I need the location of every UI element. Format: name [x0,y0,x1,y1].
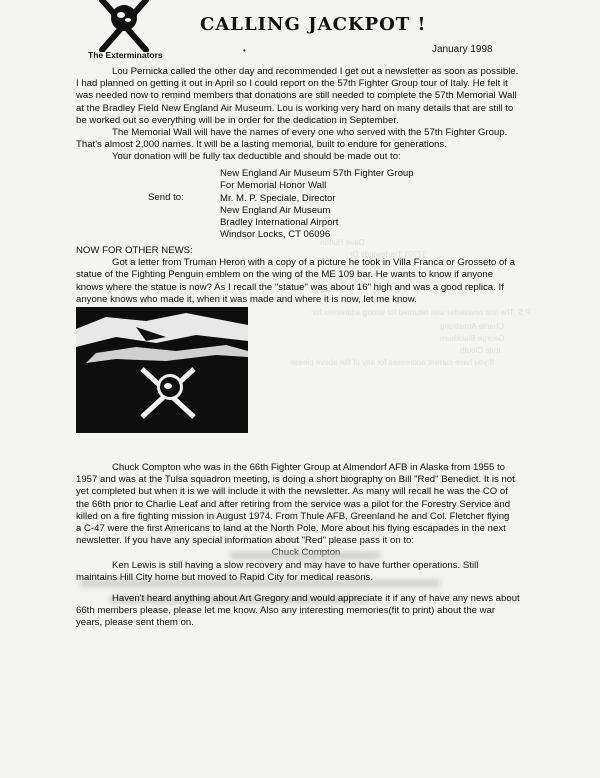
intro-line: at the Bradley Field New England Air Museum. Lou is working very hard on many details that are still to [76,102,514,114]
show-through-line: Dave Hutton [320,238,365,247]
gregory-line: 66th members please, please let me know. Also any interesting memories(fit to print) about the war [76,605,496,617]
compton-line: Chuck Compton who was in the 66th Fighter Group at Almendorf AFB in Alaska from 1955 to [112,462,506,473]
address-line: Mr. M. P. Speciale, Director [220,192,336,204]
photo-graphic [76,307,248,433]
wall-line: That's almost 2,000 names. It will be a lasting memorial, built to endure for generations. [76,139,447,151]
address-line: New England Air Museum 57th Fighter Group [220,168,414,179]
intro-line: be worked out so everything will be in order for the dedication in September. [76,114,399,126]
intro-line: was needed now to remind members that donations are still needed to complete the 57th Memorial Wall [76,90,517,102]
intro-paragraph [76,66,536,164]
compton-line: killed on a fire fighting mission in August 1974. From Thule AFB, Greenland he and Col. Fletcher flying [76,510,510,522]
show-through-line: Irvin Clouth [460,346,501,355]
issue-date: January 1998 [432,44,493,55]
penguin-statue-photo [76,307,248,433]
compton-line: newsletter. If you have any special information about "Red" please pass it on to: [76,535,414,547]
address-line: Windsor Locks, CT 06096 [220,229,331,241]
lewis-line: Ken Lewis is still having a slow recovery and may have to have further operations. Still [112,560,479,571]
show-through-line: P.S. The last newsletter was returned for wrong addresses for: [310,308,531,317]
show-through-line: Charlie Armstrong [440,322,505,331]
exterminators-logo [96,0,152,52]
gregory-line: years, please sent them on. [76,617,194,629]
show-through-line: 12701 Tradewinds Dr [350,250,427,259]
other-news-heading: NOW FOR OTHER NEWS: [76,245,193,256]
redacted-strip [230,552,380,559]
lewis-line: maintains Hill City home but moved to Rapid City for medical reasons. [76,572,373,584]
compton-line: 1957 and was at the Tulsa squadron meeting, is doing a short biography on Bill "Red" Benedict. It is not [76,474,515,486]
lewis-paragraph [76,560,536,584]
deductible-line: Your donation will be fully tax deductible and should be made out to: [112,151,401,163]
compton-line: a C-47 were the first Americans to land at the North Pole. More about his flying escapades in the next [76,523,506,535]
other-news-line: Got a letter from Truman Heron with a copy of a picture he took in Villa Franca or Grosseto of a [112,257,515,269]
intro-line: I had planned on getting it out in April so I could report on the 57th Fighter Group tour of Italy. He felt it [76,78,508,90]
show-through-line: If you have current addresses for any of the above please [290,358,495,367]
wall-line: The Memorial Wall will have the names of every one who served with the 57th Fighter Group. [112,127,508,139]
send-to-label: Send to: [148,192,184,203]
compton-paragraph [76,462,536,560]
compton-line: yet completed but when it is we will include it with the newsletter. As many will recall he was the CO of [76,486,508,498]
intro-line: Lou Pernicka called the other day and recommended I get out a newsletter as soon as possible. [112,66,519,77]
compton-line: the 66th prior to Charlie Leaf and after retiring from the service was a pilot for the Forestry Service and [76,498,511,510]
gregory-paragraph [76,593,536,630]
mailing-address [220,168,414,242]
address-line: New England Air Museum [220,204,331,216]
other-news-section [76,245,536,306]
show-through-line: George Blackburn [440,334,505,343]
other-news-line: anyone knows who made it, when it was made and where it is now, let me know. [76,293,417,305]
address-line: Bradley International Airport [220,217,339,229]
logo-caption: The Exterminators [88,50,163,60]
other-news-line: knows where the statue is now? As I recall the "statue" was about 16" high and was a good replica. If [76,281,504,293]
other-news-line: statue of the Fighting Penguin emblem on the wing of the ME 109 bar. He wants to know if anyone [76,269,494,281]
gregory-line: Haven't heard anything about Art Gregory and would appreciate it if any of have any news about [112,593,520,604]
speck: • [243,46,246,55]
newsletter-title: CALLING JACKPOT ! [200,14,427,35]
address-line: For Memorial Honor Wall [220,180,327,192]
